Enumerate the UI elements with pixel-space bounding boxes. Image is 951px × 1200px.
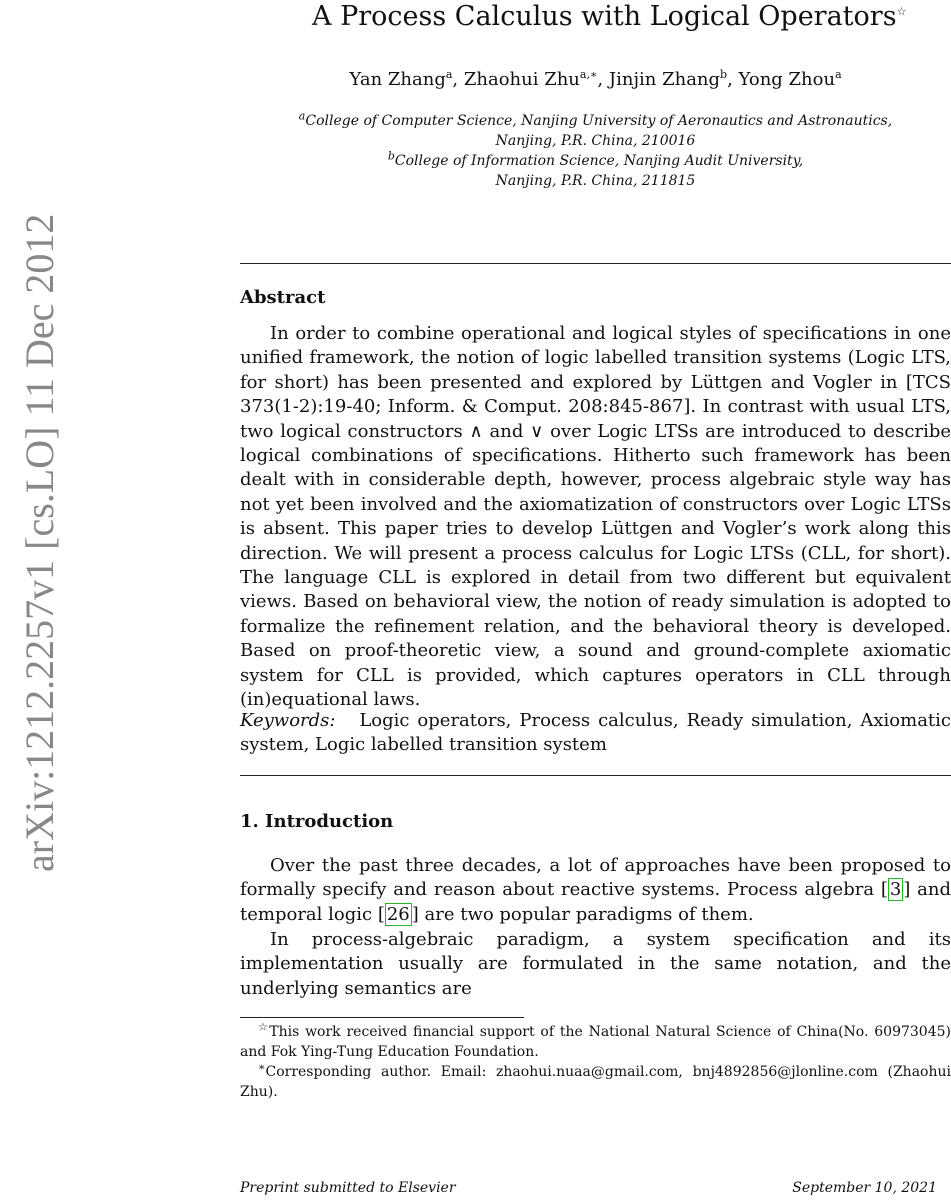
author-name: Yan Zhang	[349, 69, 446, 90]
keywords	[240, 709, 951, 758]
author-name: Jinjin Zhang	[608, 69, 721, 90]
paper-title	[240, 0, 951, 34]
intro-text: and temporal logic	[240, 879, 951, 925]
citation-link[interactable]: 26	[386, 903, 410, 925]
section-heading-introduction: 1. Introduction	[240, 811, 394, 832]
abstract-text: In order to combine operational and logical styles of specifications in one unified framework, the notion of logic labelled transition systems (Logic LTS, for short) has been presented and explored by Lüttgen and Vogler in [TCS 373(1-2):19-40; Inform. & Comput. 208:845-867]. In contrast with usual LTS, two logical constructors ∧ and ∨ over Logic LTSs are introduced to describe logical combinations of specifications. Hitherto such framework has been dealt with in considerable depth, however, process algebraic style way has not yet been involved and the axiomatization of constructors over Logic LTSs is absent. This paper tries to develop Lüttgen and Vogler’s work along this direction. We will present a process calculus for Logic LTSs (CLL, for short). The language CLL is explored in detail from two different but equivalent views. Based on behavioral view, the notion of ready simulation is adopted to formalize the refinement relation, and the behavioral theory is developed. Based on proof-theoretic view, a sound and ground-complete axiomatic system for CLL is provided, which captures operators in CLL through (in)equational laws.	[240, 323, 951, 711]
footnote-text: This work received financial support of the National Natural Science of China(No. 60973045) and Fok Ying-Tung Education Foundation.	[240, 1024, 951, 1060]
footnote-mark: ☆	[258, 1020, 270, 1034]
affiliation-a	[240, 111, 951, 151]
affiliation-line: College of Information Science, Nanjing Audit University,	[394, 153, 804, 169]
abstract-bottom-rule	[240, 775, 951, 776]
author-list: Yan Zhang$^a$, Zhaohui Zhu$^{a,∗}$, Jinjin Zhang$^b$, Yong Zhou$^a$	[349, 68, 842, 90]
title-text: A Process Calculus with Logical Operators	[312, 1, 897, 32]
author-sup: a	[445, 68, 453, 81]
footnote-corresponding	[240, 1062, 951, 1102]
citation-link[interactable]: 3	[889, 879, 902, 901]
author-name: Zhaohui Zhu	[463, 69, 580, 90]
keywords-list: Logic operators, Process calculus, Ready simulation, Axiomatic system, Logic labelled transition system	[240, 710, 951, 756]
author-sup: a	[835, 68, 842, 81]
abstract-heading: Abstract	[240, 287, 326, 308]
intro-paragraph-2: In process-algebraic paradigm, a system specification and its implementation usually are formulated in the same notation, and the underlying semantics are	[240, 929, 951, 999]
footnote-rule	[240, 1017, 524, 1018]
footer-date: September 10, 2021	[792, 1180, 937, 1196]
arxiv-stamp: arXiv:1212.2257v1 [cs.LO] 11 Dec 2012	[17, 213, 62, 872]
author-sup: b	[720, 68, 728, 81]
author-name: Yong Zhou	[738, 69, 836, 90]
keywords-label: Keywords:	[240, 710, 336, 731]
abstract-top-rule	[240, 263, 951, 264]
footer-preprint: Preprint submitted to Elsevier	[240, 1180, 456, 1196]
footnote-mark: ∗	[258, 1060, 266, 1074]
author-sup: a,∗	[579, 68, 598, 81]
affiliation-line: College of Computer Science, Nanjing University of Aeronautics and Astronautics,	[305, 113, 893, 129]
affiliation-line: Nanjing, P.R. China, 211815	[495, 173, 696, 189]
affiliation-line: Nanjing, P.R. China, 210016	[495, 133, 696, 149]
title-star-mark: ☆	[896, 5, 907, 18]
footnote-text: Corresponding author. Email: zhaohui.nuaa@gmail.com, bnj4892856@jlonline.com (Zhaohui Zhu).	[240, 1064, 951, 1100]
affiliation-mark: a	[298, 109, 306, 123]
affiliation-mark: b	[387, 149, 395, 163]
affiliation-b	[240, 151, 951, 191]
footnote-funding	[240, 1022, 951, 1062]
intro-paragraph-1: Over the past three decades, a lot of approaches have been proposed to formally specify and reason about reactive systems. Process algebra [ 3 ] and temporal logic [ 26 ] are two popular paradigms of them.	[240, 855, 951, 925]
intro-text: Over the past three decades, a lot of approaches have been proposed to formally specify and reason about reactive systems. Process algebra	[240, 855, 951, 901]
intro-text: are two popular paradigms of them.	[418, 903, 754, 925]
footnotes	[240, 1022, 951, 1102]
